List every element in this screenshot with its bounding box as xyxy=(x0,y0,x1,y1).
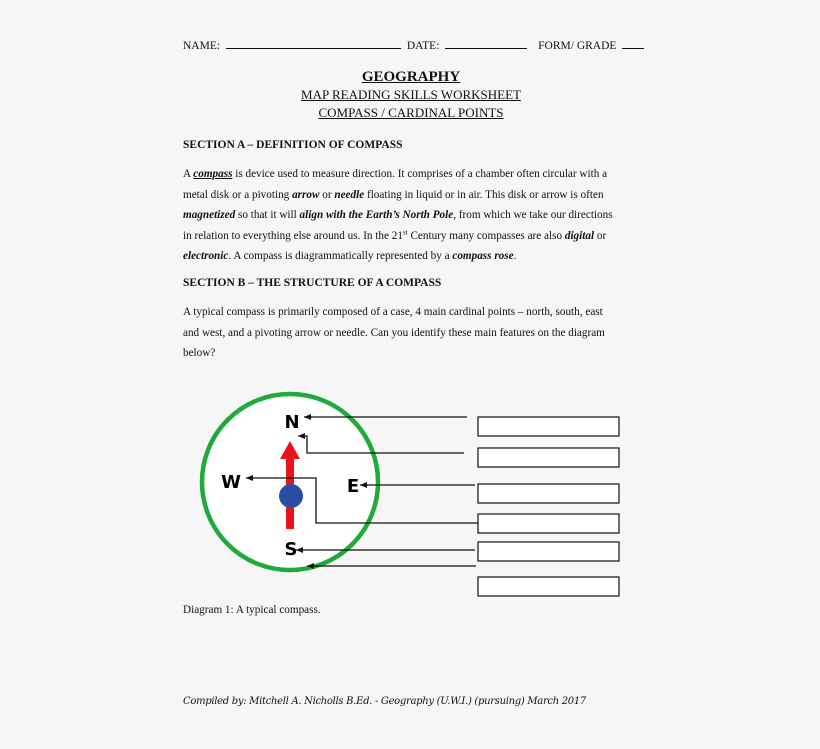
term-align: align with the Earth’s North Pole xyxy=(299,209,454,221)
section-a-line-5: electronic. A compass is diagrammatically represented by a compass rose. xyxy=(183,250,517,262)
date-blank[interactable] xyxy=(445,38,527,49)
page-title: GEOGRAPHY xyxy=(361,69,461,85)
answer-box-5[interactable] xyxy=(478,542,619,561)
footer-credit: Compiled by: Mitchell A. Nicholls B.Ed. - Geography (U.W.I.) (pursuing) March 2017 xyxy=(183,696,586,707)
east-label: E xyxy=(346,476,360,497)
term-needle: needle xyxy=(334,188,365,201)
name-label: NAME: xyxy=(183,40,221,52)
section-a-line-2: metal disk or a pivoting arrow or needle floating in liquid or in air. This disk or arrow is often xyxy=(183,188,604,201)
south-label: S xyxy=(284,539,298,560)
section-a-line-4: in relation to everything else around us. In the 21st Century many compasses are also digital or xyxy=(183,227,607,242)
section-a-heading: SECTION A – DEFINITION OF COMPASS xyxy=(183,139,403,151)
date-label: DATE: xyxy=(406,40,440,52)
term-arrow: arrow xyxy=(292,188,320,201)
student-info-line xyxy=(183,38,643,52)
topic-subtitle: COMPASS / CARDINAL POINTS xyxy=(318,105,504,120)
term-compass-rose: compass rose xyxy=(452,250,514,262)
section-a-line-3: magnetized so that it will align with the Earth’s North Pole, from which we take our directions xyxy=(183,209,613,221)
section-b-line-1: A typical compass is primarily composed of a case, 4 main cardinal points – north, south, east xyxy=(183,306,603,318)
worksheet-subtitle: MAP READING SKILLS WORKSHEET xyxy=(301,87,521,102)
section-a-line-1: A compass is device used to measure direction. It comprises of a chamber often circular with a xyxy=(183,168,608,180)
term-compass: compass xyxy=(193,168,233,180)
answer-box-1[interactable] xyxy=(478,417,619,436)
answer-box-2[interactable] xyxy=(478,448,619,467)
section-b-paragraph xyxy=(183,302,638,364)
section-a-paragraph xyxy=(183,164,638,267)
west-label: W xyxy=(221,472,241,493)
term-electronic: electronic xyxy=(183,250,229,262)
section-b-heading: SECTION B – THE STRUCTURE OF A COMPASS xyxy=(183,277,442,289)
name-blank[interactable] xyxy=(226,38,401,49)
section-b-line-2: and west, and a pivoting arrow or needle. Can you identify these main features on the diagram xyxy=(183,326,605,339)
form-grade-blank[interactable] xyxy=(622,38,644,49)
answer-box-3[interactable] xyxy=(478,484,619,503)
north-label: N xyxy=(284,412,300,433)
answer-box-6[interactable] xyxy=(478,577,619,596)
section-b-line-3: below? xyxy=(183,347,216,359)
title-block xyxy=(180,68,642,122)
answer-boxes xyxy=(478,417,619,596)
term-magnetized: magnetized xyxy=(183,209,236,221)
form-grade-label: FORM/ GRADE xyxy=(538,40,617,52)
compass-pivot xyxy=(279,484,303,508)
diagram-caption: Diagram 1: A typical compass. xyxy=(183,604,321,616)
term-digital: digital xyxy=(564,229,595,242)
compass-diagram xyxy=(180,380,640,605)
answer-box-4[interactable] xyxy=(478,514,619,533)
